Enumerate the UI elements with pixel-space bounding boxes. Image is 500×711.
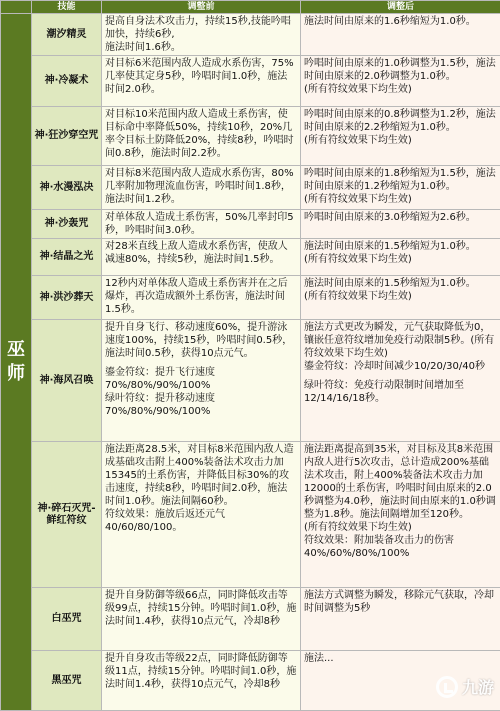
skill-name: 神·结晶之光 [32,239,102,276]
table-row [1,56,500,107]
after-text-line: 吟唱时间由原来的1.8秒缩短为1.5秒，施法时间由原来的1.2秒缩短为1.0秒。 [304,167,497,193]
after-text-line: 施法... [304,652,497,665]
class-name: 巫师 [6,338,26,386]
after-text-line: 施法时间由原来的1.5秒缩短为1.0秒。 [304,240,497,253]
skill-name: 白巫咒 [32,588,102,651]
header-class [1,1,32,14]
before-text-line: 绿叶符纹：提升移动速度 [105,392,297,405]
skill-name: 神·碎石灭咒-鲜红符纹 [32,442,102,588]
table-row [1,166,500,210]
table-row [1,276,500,320]
after-text-line: 施法时间由原来的1.6秒缩短为1.0秒。 [304,15,497,28]
before-text-line: 提升自身攻击等级22点，同时降低防御等级11点，持续15分钟。吟唱时间1.0秒，施法时间1.4秒，获得10点元气，冷却8秒 [105,652,297,691]
skill-name: 黑巫咒 [32,651,102,711]
before-text-line: 提升自身飞行、移动速度60%，提升游泳速度100%，持续15秒，吟唱时间0.5秒，施法时间0.5秒，获得10点元气。 [105,321,297,360]
table-row [1,239,500,276]
table-row [1,442,500,588]
skill-name: 神·海风召唤 [32,320,102,442]
before-text-line: 施法距离28.5米，对目标8米范围内敌人造成基础攻击附上400%装备法术攻击力加15345的土系伤害，并降低目标30%的攻击速度，持续8秒，吟唱时间2.0秒，施法时间1.0秒。施法间隔60秒。 [105,443,297,508]
table-row [1,14,500,56]
after-text-line: (所有符纹效果下均生效) [304,290,497,303]
after-text-line: 施法时间由原来的1.5秒缩短为1.0秒。 [304,277,497,290]
cell-after [301,166,500,210]
after-text-line: (所有符纹效果下均生效) [304,193,497,206]
before-text-line: 提升自身防御等级66点，同时降低攻击等级99点，持续15分钟。吟唱时间1.0秒，施法时间1.4秒，获得10点元气，冷却8秒 [105,589,297,628]
after-text-line: 吟唱时间由原来的1.0秒调整为1.5秒，施法时间由原来的2.0秒调整为1.0秒。 [304,57,497,83]
nine-game-logo-icon [436,676,458,698]
cell-after [301,56,500,107]
before-text-line: 对目标8米范围内敌人造成水系伤害，80%几率附加物理流血伤害，吟唱时间1.8秒，施法时间1.2秒。 [105,167,297,206]
skill-name: 潮汐精灵 [32,14,102,56]
after-text-line: (所有符纹效果下均生效) [304,253,497,266]
header-after: 调整后 [301,1,500,14]
before-text-line: 对目标10米范围内敌人造成土系伤害，使目标命中率降低50%，持续10秒，20%几率令目标土防降低20%，持续8秒，吟唱时间0.8秒，施法时间2.2秒。 [105,108,297,160]
after-text-line: 施法方式更改为瞬发，元气获取降低为0，镶嵌任意符纹增加免疫行动限制5秒。(所有符纹效果下均生效) [304,321,497,360]
before-text-line: 鎏金符纹：提升飞行速度 [105,366,297,379]
cell-before [102,210,301,239]
after-text-line: 施法方式调整为瞬发，移除元气获取，冷却时间调整为5秒 [304,589,497,615]
after-text-line: (所有符纹效果下均生效) [304,83,497,96]
before-text-line: 对28米直线上敌人造成水系伤害，使敌人减速80%，持续5秒，施法时间1.5秒。 [105,240,297,266]
table-body [1,14,500,711]
cell-after [301,276,500,320]
before-text-line: 对单体敌人造成土系伤害，50%几率封印5秒，吟唱时间3.0秒。 [105,211,297,237]
before-text-line: 提高自身法术攻击力，持续15秒,技能吟唱加快，持续6秒, [105,15,297,41]
after-text-line: 吟唱时间由原来的0.8秒调整为1.2秒，施法时间由原来的2.2秒缩短为1.0秒。 [304,108,497,134]
before-text-line: 70%/80%/90%/100% [105,405,297,418]
table-header-row [1,1,500,14]
skill-name: 神·洪沙葬天 [32,276,102,320]
table-row [1,588,500,651]
after-text-line: 吟唱时间由原来的3.0秒缩短为2.6秒。 [304,211,497,224]
cell-before [102,276,301,320]
before-text-line: 符纹效果：施放后返还元气 [105,508,297,521]
before-text-line: 70%/80%/90%/100% [105,379,297,392]
header-skill: 技能 [32,1,102,14]
table-row [1,320,500,442]
skill-name: 神·水漫泓决 [32,166,102,210]
class-name-cell [1,14,32,711]
skill-name: 神·冷凝术 [32,56,102,107]
after-text-line: 符纹效果：附加装备攻击力的伤害 [304,534,497,547]
header-before: 调整前 [102,1,301,14]
before-text-line: 12秒内对单体敌人造成土系伤害并在之后爆炸，再次造成额外土系伤害，施法时间1.5秒。 [105,277,297,316]
watermark-text: 九游 [462,675,494,698]
cell-before [102,442,301,588]
cell-after [301,107,500,166]
after-text-line: 施法距离提高到35米，对目标及其8米范围内敌人进行5次攻击，总计造成200%基础法术攻击，附上400%装备法术攻击力加12000的土系伤害，吟唱时间由原来的2.0秒调整为4.0秒，施法时间由原来的1.0秒调整为1.8秒。施法间隔增加至120秒。 [304,443,497,521]
cell-before [102,588,301,651]
cell-before [102,320,301,442]
after-text-line: 绿叶符纹：免疫行动限制时间增加至12/14/16/18秒。 [304,379,497,405]
cell-after [301,239,500,276]
cell-after [301,210,500,239]
after-text-line: 鎏金符纹：冷却时间减少10/20/30/40秒 [304,360,497,373]
watermark [436,675,494,698]
after-text-line: (所有符纹效果下均生效) [304,134,497,147]
skill-name: 神·狂沙穿空咒 [32,107,102,166]
cell-before [102,239,301,276]
skill-name: 神·沙轰咒 [32,210,102,239]
cell-after [301,588,500,651]
before-text-line: 对目标6米范围内敌人造成水系伤害，75%几率使其定身5秒，吟唱时间1.0秒，施法时间2.0秒。 [105,57,297,96]
cell-before [102,56,301,107]
after-text-line: 40%/60%/80%/100% [304,547,497,560]
before-text-line: 施法时间1.6秒。 [105,41,297,54]
table-row [1,210,500,239]
cell-before [102,107,301,166]
after-text-line: (所有符纹效果下均生效) [304,521,497,534]
cell-before [102,166,301,210]
cell-after [301,320,500,442]
table-row [1,107,500,166]
cell-after [301,14,500,56]
cell-after [301,442,500,588]
before-text-line: 40/60/80/100。 [105,521,297,534]
cell-before [102,14,301,56]
